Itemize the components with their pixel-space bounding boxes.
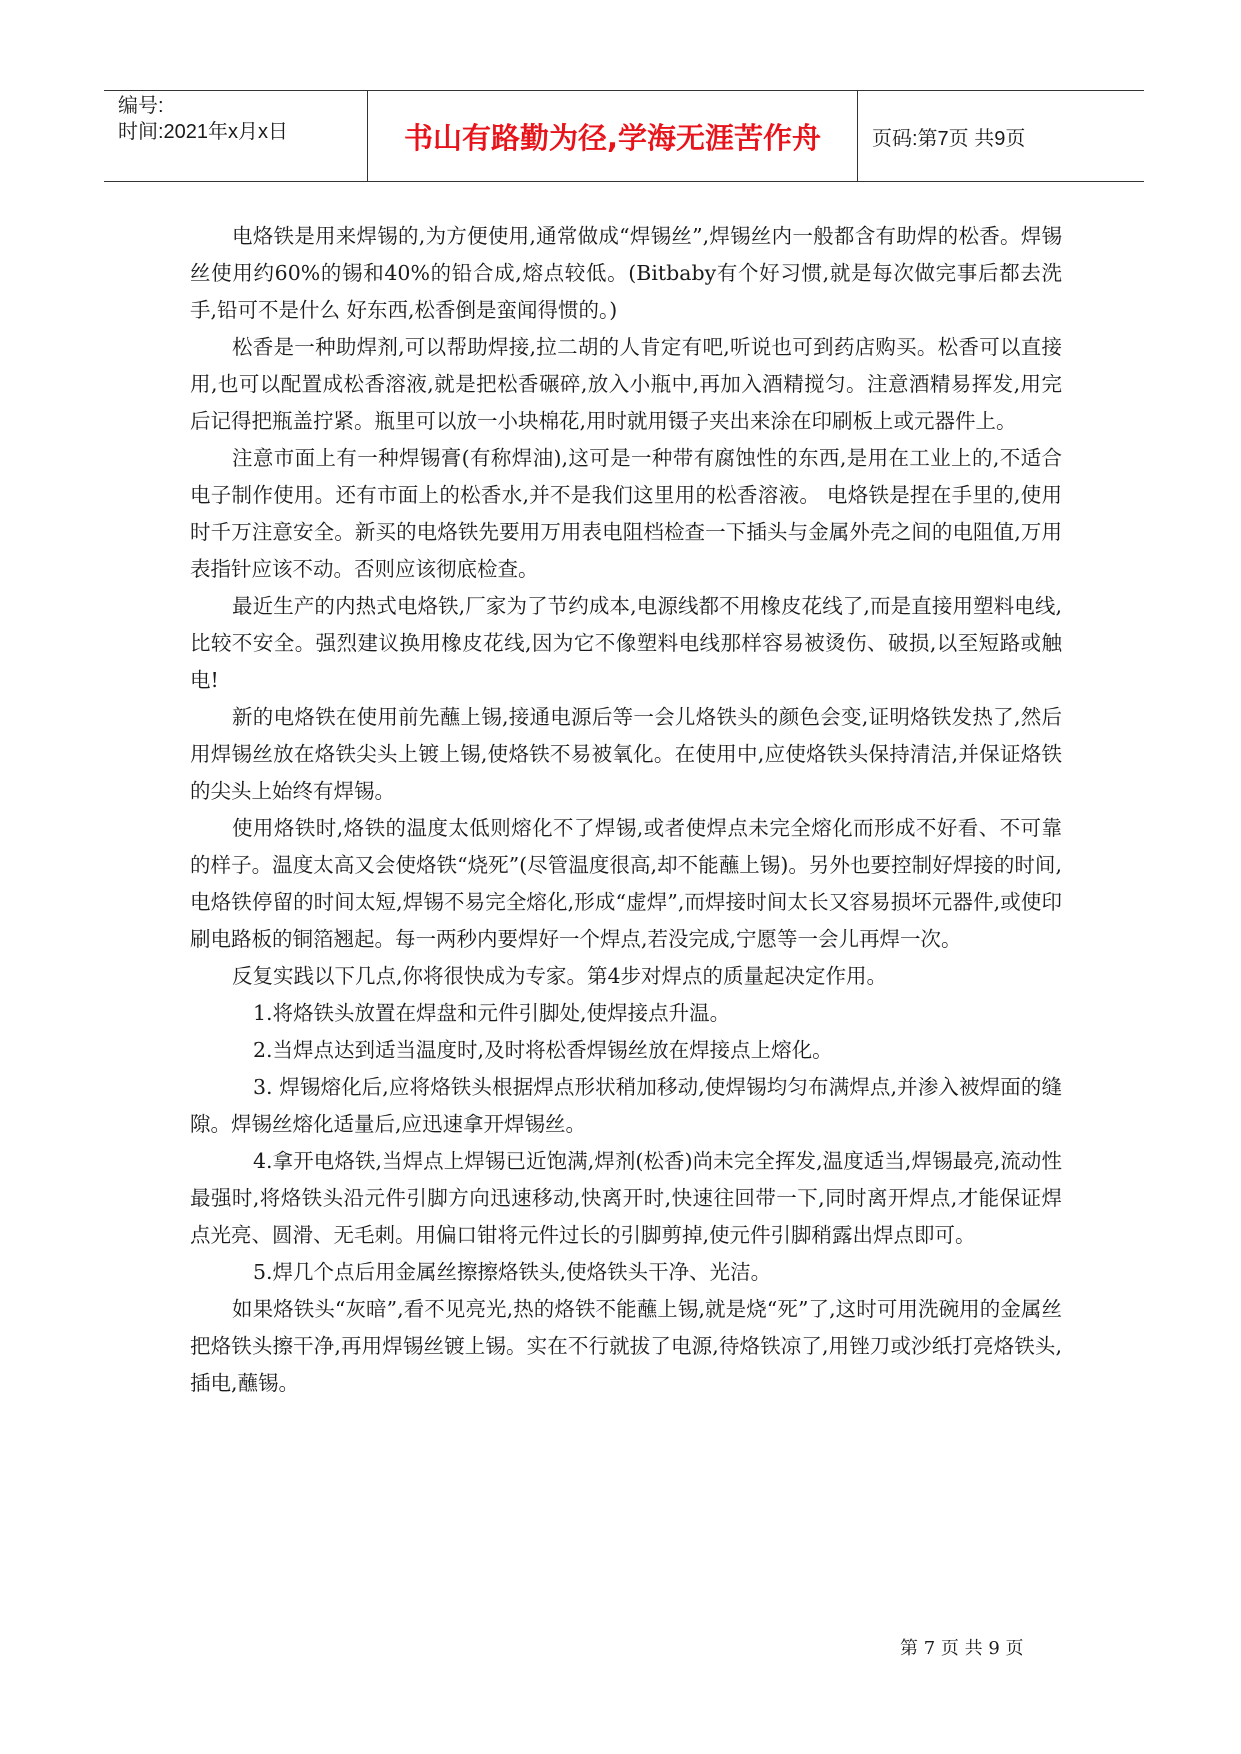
header-page-info: 页码:第7页 共9页	[872, 127, 1026, 150]
step-item: 2.当焊点达到适当温度时,及时将松香焊锡丝放在焊接点上熔化。	[253, 1038, 833, 1062]
step-item: 3. 焊锡熔化后,应将烙铁头根据焊点形状稍加移动,使焊锡均匀布满焊点,并渗入被焊面的缝隙。焊锡丝熔化适量后,应迅速拿开焊锡丝。	[190, 1075, 1062, 1136]
closing-paragraph: 如果烙铁头“灰暗”,看不见亮光,热的烙铁不能蘸上锡,就是烧“死”了,这时可用洗碗用的金属丝把烙铁头擦干净,再用焊锡丝镀上锡。实在不行就拔了电源,待烙铁凉了,用锉刀或沙纸打亮烙铁头,插电,蘸锡。	[190, 1297, 1062, 1395]
header-meta	[104, 91, 368, 181]
step-item: 5.焊几个点后用金属丝擦擦烙铁头,使烙铁头干净、光洁。	[253, 1260, 772, 1284]
step-item: 4.拿开电烙铁,当焊点上焊锡已近饱满,焊剂(松香)尚未完全挥发,温度适当,焊锡最亮,流动性最强时,将烙铁头沿元件引脚方向迅速移动,快离开时,快速往回带一下,同时离开焊点,才能保证焊点光亮、圆滑、无毛刺。用偏口钳将元件过长的引脚剪掉,使元件引脚稍露出焊点即可。	[190, 1149, 1062, 1247]
paragraph: 反复实践以下几点,你将很快成为专家。第4步对焊点的质量起决定作用。	[232, 964, 888, 988]
paragraph: 最近生产的内热式电烙铁,厂家为了节约成本,电源线都不用橡皮花线了,而是直接用塑料电线,比较不安全。强烈建议换用橡皮花线,因为它不像塑料电线那样容易被烫伤、破损,以至短路或触电!	[190, 594, 1062, 692]
document-body	[190, 218, 1062, 1402]
paragraph: 电烙铁是用来焊锡的,为方便使用,通常做成“焊锡丝”,焊锡丝内一般都含有助焊的松香。焊锡丝使用约60%的锡和40%的铅合成,熔点较低。(Bitbaby有个好习惯,就是每次做完事后都去洗手,铅可不是什么 好东西,松香倒是蛮闻得惯的。)	[190, 224, 1062, 322]
header-motto: 书山有路勤为径,学海无涯苦作舟	[368, 91, 858, 181]
page-header	[104, 90, 1144, 182]
paragraph: 松香是一种助焊剂,可以帮助焊接,拉二胡的人肯定有吧,听说也可到药店购买。松香可以直接用,也可以配置成松香溶液,就是把松香碾碎,放入小瓶中,再加入酒精搅匀。注意酒精易挥发,用完后记得把瓶盖拧紧。瓶里可以放一小块棉花,用时就用镊子夹出来涂在印刷板上或元器件上。	[190, 335, 1062, 433]
page-footer: 第 7 页 共 9 页	[900, 1638, 1024, 1659]
paragraph: 使用烙铁时,烙铁的温度太低则熔化不了焊锡,或者使焊点未完全熔化而形成不好看、不可靠的样子。温度太高又会使烙铁“烧死”(尽管温度很高,却不能蘸上锡)。另外也要控制好焊接的时间,电烙铁停留的时间太短,焊锡不易完全熔化,形成“虚焊”,而焊接时间太长又容易损坏元器件,或使印刷电路板的铜箔翘起。每一两秒内要焊好一个焊点,若没完成,宁愿等一会儿再焊一次。	[190, 816, 1062, 951]
document-time-label: 时间:2021年x月x日	[118, 121, 289, 143]
document-number-label: 编号:	[118, 95, 164, 117]
paragraph: 新的电烙铁在使用前先蘸上锡,接通电源后等一会儿烙铁头的颜色会变,证明烙铁发热了,然后用焊锡丝放在烙铁尖头上镀上锡,使烙铁不易被氧化。在使用中,应使烙铁头保持清洁,并保证烙铁的尖头上始终有焊锡。	[190, 705, 1062, 803]
step-item: 1.将烙铁头放置在焊盘和元件引脚处,使焊接点升温。	[253, 1001, 731, 1025]
paragraph: 注意市面上有一种焊锡膏(有称焊油),这可是一种带有腐蚀性的东西,是用在工业上的,不适合电子制作使用。还有市面上的松香水,并不是我们这里用的松香溶液。 电烙铁是捏在手里的,使用时千万注意安全。新买的电烙铁先要用万用表电阻档检查一下插头与金属外壳之间的电阻值,万用表指针应该不动。否则应该彻底检查。	[190, 446, 1062, 581]
